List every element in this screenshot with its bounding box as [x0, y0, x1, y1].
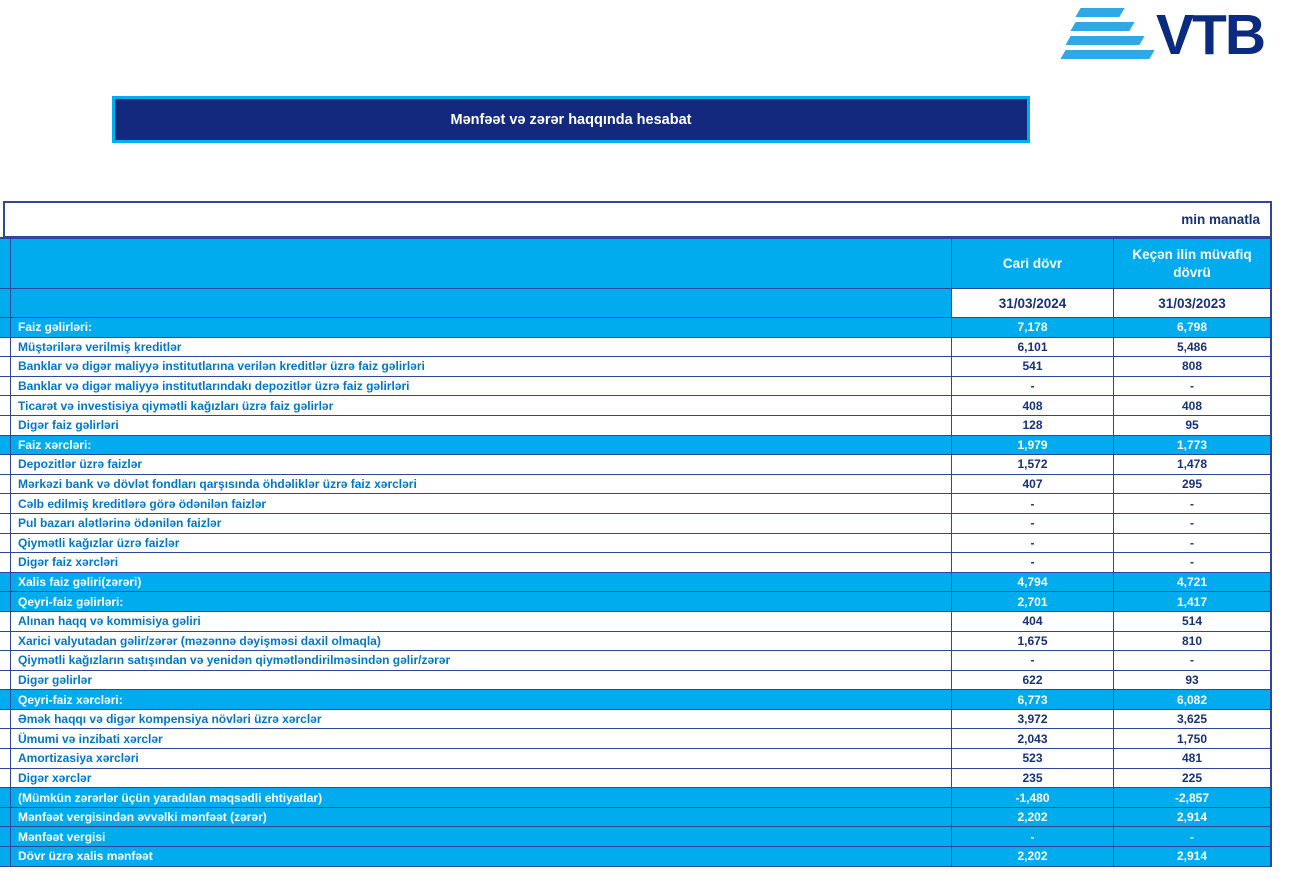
row-previous-value: -: [1114, 494, 1270, 514]
table-row: [0, 416, 1270, 436]
row-current-value: 404: [952, 612, 1114, 632]
table-row: [0, 788, 1270, 808]
row-previous-value: 6,798: [1114, 318, 1270, 338]
row-previous-value: 1,773: [1114, 436, 1270, 456]
table-row: [0, 592, 1270, 612]
row-current-value: -: [952, 494, 1114, 514]
logo-stripe: [1065, 36, 1144, 45]
row-previous-value: -: [1114, 827, 1270, 847]
row-previous-value: 2,914: [1114, 808, 1270, 828]
date-current: 31/03/2024: [952, 289, 1114, 318]
table-row: [0, 455, 1270, 475]
table-row: [0, 827, 1270, 847]
row-label: Qiymətli kağızların satışından və yenidən qiymətləndirilməsindən gəlir/zərər: [11, 651, 952, 671]
row-previous-value: 514: [1114, 612, 1270, 632]
row-label: (Mümkün zərərlər üçün yaradılan məqsədli ehtiyatlar): [11, 788, 952, 808]
table-row: [0, 749, 1270, 769]
row-label: Ümumi və inzibati xərclər: [11, 729, 952, 749]
row-previous-value: 6,082: [1114, 690, 1270, 710]
row-label: Faiz gəlirləri:: [11, 318, 952, 338]
row-cut-cell: [0, 769, 11, 789]
row-current-value: 235: [952, 769, 1114, 789]
row-cut-cell: [0, 592, 11, 612]
row-previous-value: 810: [1114, 632, 1270, 652]
row-cut-cell: [0, 808, 11, 828]
row-label: Pul bazarı alətlərinə ödənilən faizlər: [11, 514, 952, 534]
row-previous-value: 481: [1114, 749, 1270, 769]
row-current-value: -: [952, 514, 1114, 534]
table-row: [0, 494, 1270, 514]
table-row: [0, 377, 1270, 397]
row-current-value: 622: [952, 671, 1114, 691]
row-previous-value: 225: [1114, 769, 1270, 789]
row-label: Əmək haqqı və digər kompensiya növləri üzrə xərclər: [11, 710, 952, 730]
table-row: [0, 338, 1270, 358]
row-current-value: 7,178: [952, 318, 1114, 338]
table-row: [0, 553, 1270, 573]
row-cut-cell: [0, 651, 11, 671]
unit-label-row: [3, 201, 1272, 238]
table-row: [0, 769, 1270, 789]
row-label: Ticarət və investisiya qiymətli kağızları üzrə faiz gəlirlər: [11, 396, 952, 416]
row-cut-cell: [0, 690, 11, 710]
row-current-value: -: [952, 553, 1114, 573]
row-current-value: -: [952, 534, 1114, 554]
row-label: Qeyri-faiz gəlirləri:: [11, 592, 952, 612]
row-cut-cell: [0, 318, 11, 338]
row-label: Mənfəət vergisindən əvvəlki mənfəət (zərər): [11, 808, 952, 828]
row-label: Digər xərclər: [11, 769, 952, 789]
row-previous-value: 1,750: [1114, 729, 1270, 749]
row-cut-cell: [0, 827, 11, 847]
table-row: [0, 396, 1270, 416]
date-previous: 31/03/2023: [1114, 289, 1270, 318]
row-current-value: 1,675: [952, 632, 1114, 652]
row-previous-value: -2,857: [1114, 788, 1270, 808]
row-cut-cell: [0, 396, 11, 416]
row-previous-value: 5,486: [1114, 338, 1270, 358]
row-cut-cell: [0, 671, 11, 691]
row-previous-value: 808: [1114, 357, 1270, 377]
row-cut-cell: [0, 847, 11, 867]
row-label: Digər gəlirlər: [11, 671, 952, 691]
row-label: Faiz xərcləri:: [11, 436, 952, 456]
profit-loss-table: [0, 237, 1272, 867]
table-row: [0, 318, 1270, 338]
table-row: [0, 357, 1270, 377]
row-label: Banklar və digər maliyyə institutlarına verilən kreditlər üzrə faiz gəlirləri: [11, 357, 952, 377]
row-cut-cell: [0, 573, 11, 593]
row-label: Müştərilərə verilmiş kreditlər: [11, 338, 952, 358]
table-row: [0, 690, 1270, 710]
dates-label-cell: [11, 289, 952, 318]
table-row: [0, 651, 1270, 671]
row-current-value: 128: [952, 416, 1114, 436]
row-label: Qiymətli kağızlar üzrə faizlər: [11, 534, 952, 554]
table-row: [0, 729, 1270, 749]
row-label: Mərkəzi bank və dövlət fondları qarşısında öhdəliklər üzrə faiz xərcləri: [11, 475, 952, 495]
row-current-value: 6,101: [952, 338, 1114, 358]
table-row: [0, 847, 1270, 867]
row-cut-cell: [0, 357, 11, 377]
row-current-value: -: [952, 651, 1114, 671]
row-current-value: 3,972: [952, 710, 1114, 730]
row-previous-value: 1,417: [1114, 592, 1270, 612]
dates-cut-cell: [0, 289, 11, 318]
logo-stripe: [1070, 22, 1134, 31]
row-cut-cell: [0, 377, 11, 397]
row-cut-cell: [0, 534, 11, 554]
row-current-value: -1,480: [952, 788, 1114, 808]
row-label: Xalis faiz gəliri(zərəri): [11, 573, 952, 593]
table-row: [0, 808, 1270, 828]
row-label: Qeyri-faiz xərcləri:: [11, 690, 952, 710]
row-previous-value: 1,478: [1114, 455, 1270, 475]
row-cut-cell: [0, 514, 11, 534]
row-previous-value: -: [1114, 514, 1270, 534]
table-row: [0, 671, 1270, 691]
row-current-value: -: [952, 377, 1114, 397]
row-label: Mənfəət vergisi: [11, 827, 952, 847]
row-cut-cell: [0, 553, 11, 573]
report-title: Mənfəət və zərər haqqında hesabat: [450, 111, 692, 128]
row-current-value: 2,701: [952, 592, 1114, 612]
row-previous-value: 408: [1114, 396, 1270, 416]
header-cut-cell: [0, 239, 11, 289]
logo-stripe: [1060, 50, 1154, 59]
row-previous-value: -: [1114, 377, 1270, 397]
unit-label: min manatla: [1181, 212, 1260, 227]
report-title-banner: [112, 96, 1030, 143]
row-current-value: 541: [952, 357, 1114, 377]
row-previous-value: 295: [1114, 475, 1270, 495]
row-label: Alınan haqq və kommisiya gəliri: [11, 612, 952, 632]
row-current-value: 6,773: [952, 690, 1114, 710]
row-cut-cell: [0, 436, 11, 456]
table-dates-row: [0, 289, 1270, 318]
row-cut-cell: [0, 749, 11, 769]
row-current-value: 4,794: [952, 573, 1114, 593]
row-cut-cell: [0, 729, 11, 749]
row-label: Dövr üzrə xalis mənfəət: [11, 847, 952, 867]
vtb-logo-stripes-icon: [1063, 7, 1155, 65]
header-previous-period: Keçən ilin müvafiq dövrü: [1114, 239, 1270, 289]
row-previous-value: -: [1114, 651, 1270, 671]
row-label: Depozitlər üzrə faizlər: [11, 455, 952, 475]
header-current-period: Cari dövr: [952, 239, 1114, 289]
table-row: [0, 632, 1270, 652]
row-label: Digər faiz gəlirləri: [11, 416, 952, 436]
row-cut-cell: [0, 455, 11, 475]
row-label: Amortizasiya xərcləri: [11, 749, 952, 769]
row-cut-cell: [0, 710, 11, 730]
table-row: [0, 573, 1270, 593]
row-previous-value: 3,625: [1114, 710, 1270, 730]
row-label: Banklar və digər maliyyə institutlarındakı depozitlər üzrə faiz gəlirləri: [11, 377, 952, 397]
row-current-value: 408: [952, 396, 1114, 416]
row-label: Digər faiz xərcləri: [11, 553, 952, 573]
row-previous-value: -: [1114, 553, 1270, 573]
vtb-logo: [1063, 5, 1264, 65]
row-cut-cell: [0, 494, 11, 514]
row-label: Xarici valyutadan gəlir/zərər (məzənnə dəyişməsi daxil olmaqla): [11, 632, 952, 652]
row-current-value: 1,979: [952, 436, 1114, 456]
row-cut-cell: [0, 416, 11, 436]
row-current-value: 2,202: [952, 847, 1114, 867]
row-previous-value: 2,914: [1114, 847, 1270, 867]
logo-stripe: [1075, 8, 1124, 17]
row-current-value: 1,572: [952, 455, 1114, 475]
row-cut-cell: [0, 475, 11, 495]
table-row: [0, 710, 1270, 730]
row-current-value: 2,202: [952, 808, 1114, 828]
row-current-value: -: [952, 827, 1114, 847]
header-label-cell: [11, 239, 952, 289]
row-cut-cell: [0, 632, 11, 652]
table-row: [0, 514, 1270, 534]
table-header-row: [0, 239, 1270, 289]
table-row: [0, 475, 1270, 495]
row-previous-value: 95: [1114, 416, 1270, 436]
row-cut-cell: [0, 788, 11, 808]
table-row: [0, 534, 1270, 554]
row-current-value: 407: [952, 475, 1114, 495]
row-current-value: 2,043: [952, 729, 1114, 749]
row-previous-value: -: [1114, 534, 1270, 554]
row-cut-cell: [0, 612, 11, 632]
row-cut-cell: [0, 338, 11, 358]
row-previous-value: 93: [1114, 671, 1270, 691]
row-current-value: 523: [952, 749, 1114, 769]
vtb-logo-text: VTB: [1156, 3, 1264, 67]
table-row: [0, 436, 1270, 456]
row-label: Cəlb edilmiş kreditlərə görə ödənilən faizlər: [11, 494, 952, 514]
table-body: [0, 318, 1270, 867]
row-previous-value: 4,721: [1114, 573, 1270, 593]
table-row: [0, 612, 1270, 632]
